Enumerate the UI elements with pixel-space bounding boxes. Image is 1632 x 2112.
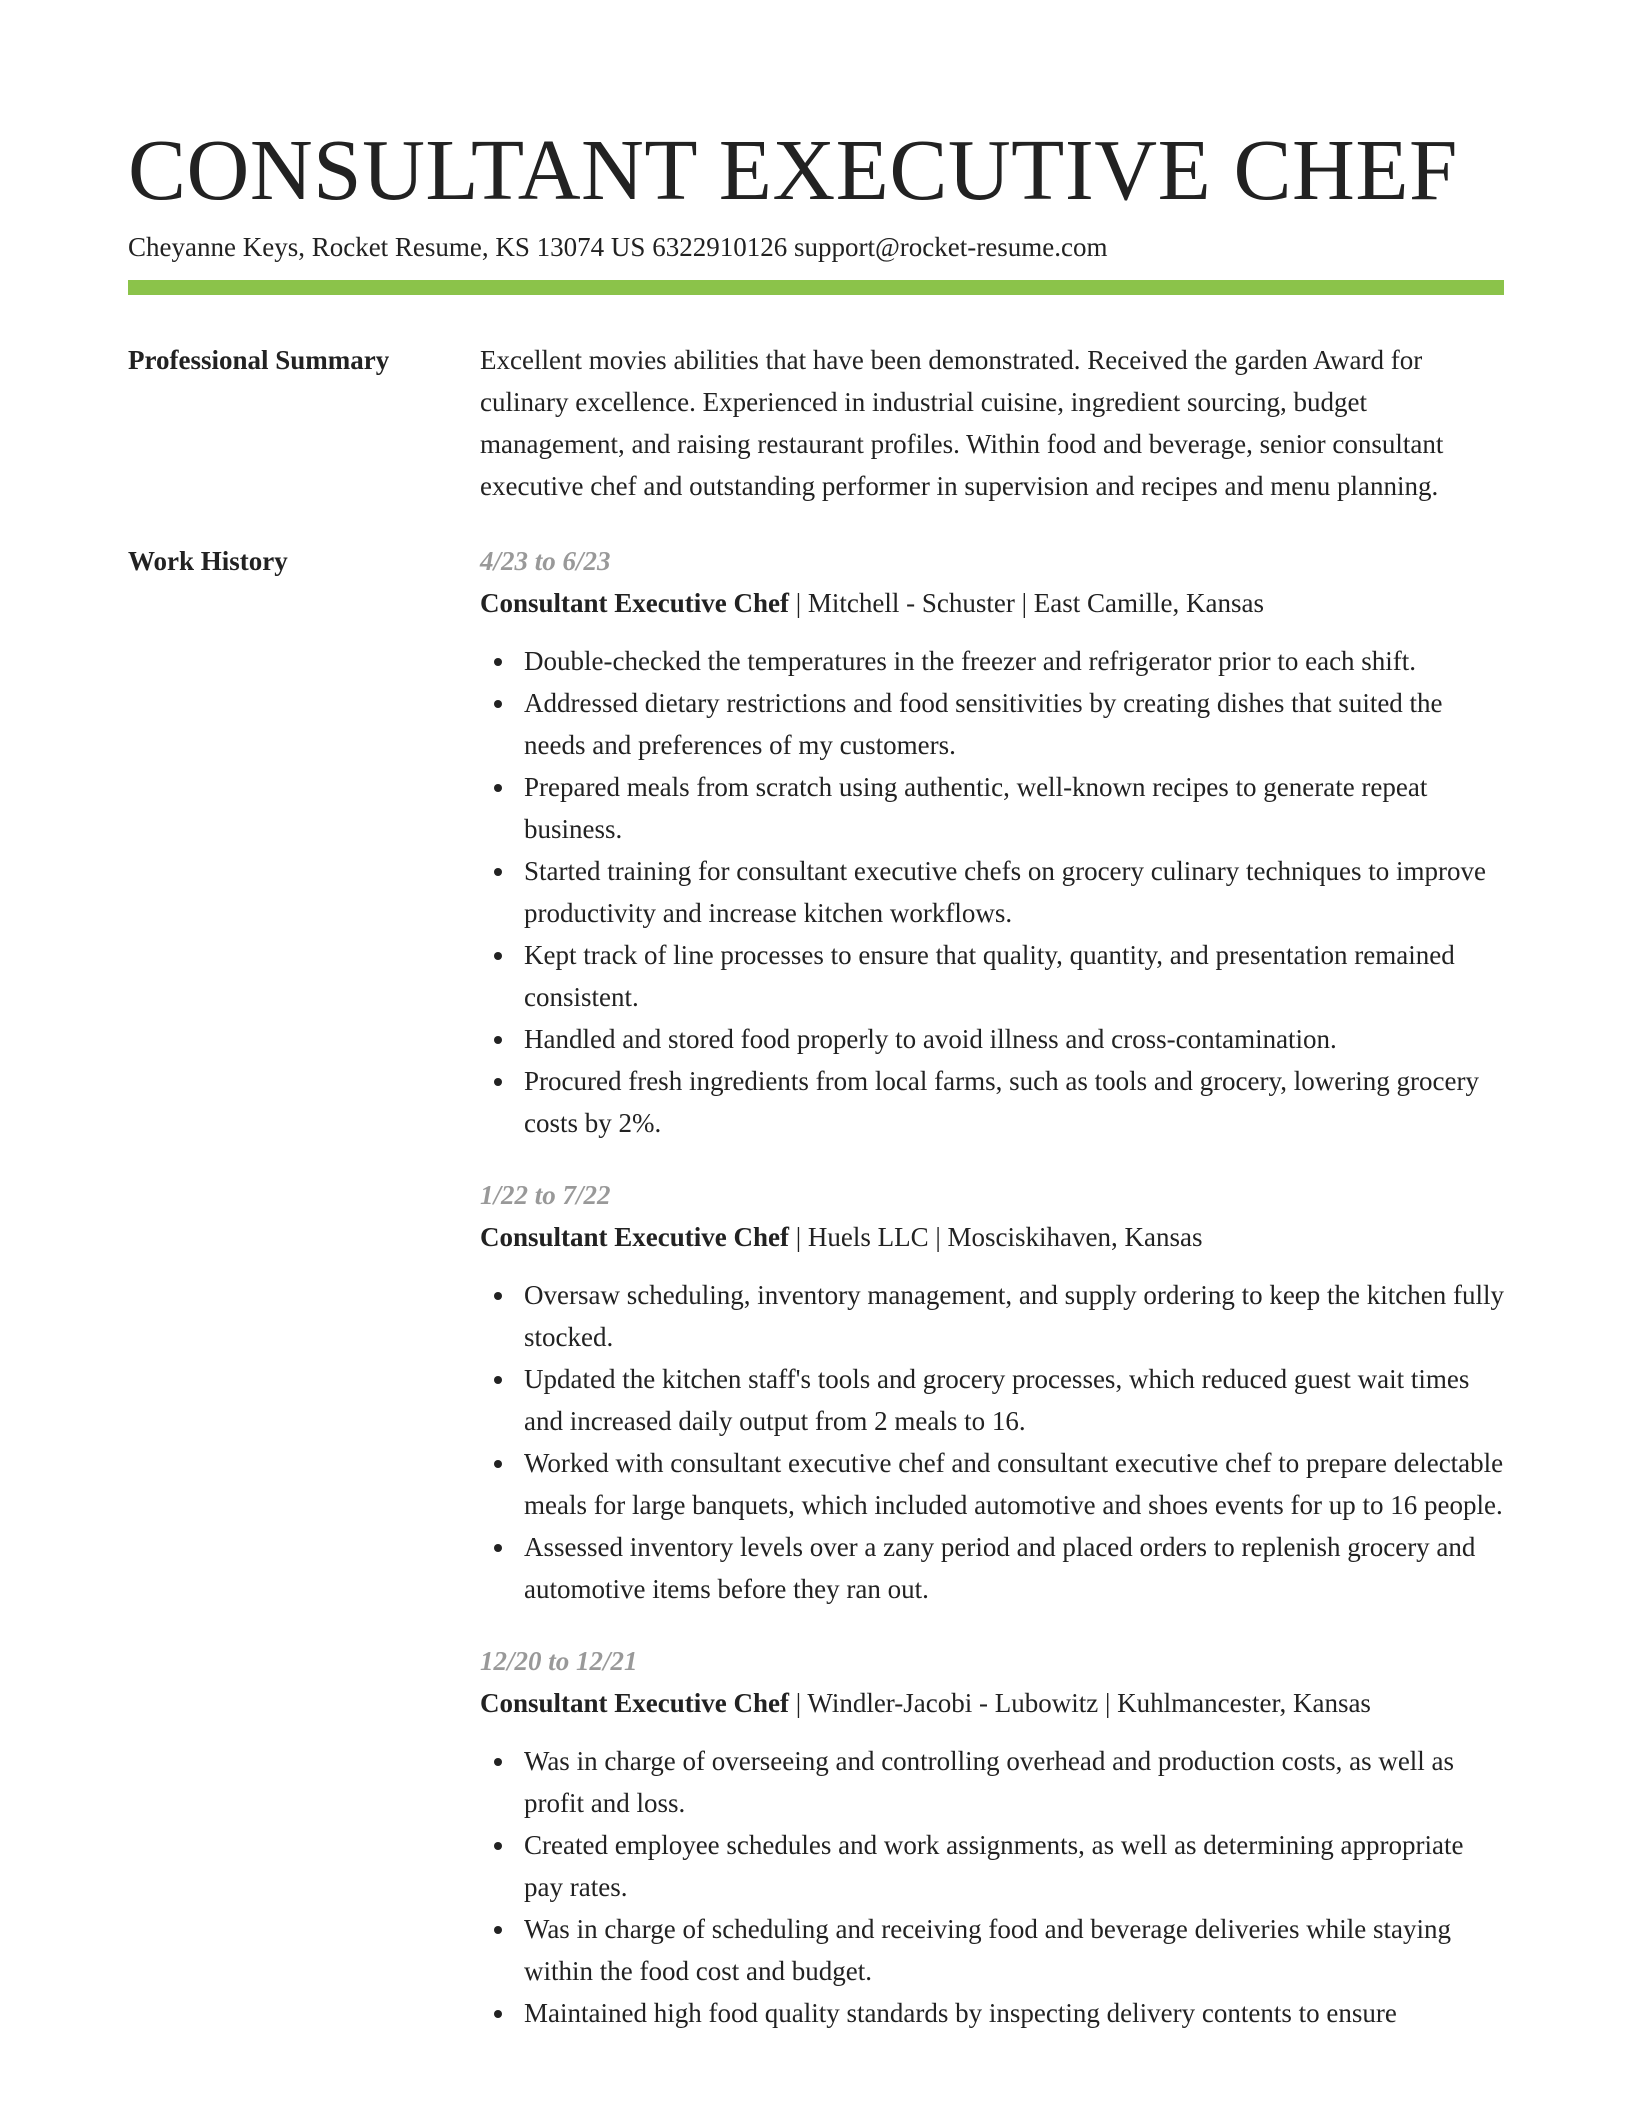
job-company-location: | Mitchell - Schuster | East Camille, Kansas (789, 588, 1264, 618)
job-dates: 4/23 to 6/23 (480, 546, 611, 576)
summary-body (480, 339, 1504, 507)
job-bullet: Prepared meals from scratch using authentic, well-known recipes to generate repeat business. (524, 766, 1504, 850)
job-bullet: Updated the kitchen staff's tools and grocery processes, which reduced guest wait times and increased daily output from 2 meals to 16. (524, 1358, 1504, 1442)
job-entry (480, 1640, 1504, 2034)
job-title-line (480, 582, 1504, 624)
job-bullet: Worked with consultant executive chef and consultant executive chef to prepare delectable meals for large banquets, which included automotive and shoes events for up to 16 people. (524, 1442, 1504, 1526)
job-bullet: Maintained high food quality standards by inspecting delivery contents to ensure (524, 1992, 1504, 2034)
job-bullet: Double-checked the temperatures in the freezer and refrigerator prior to each shift. (524, 640, 1504, 682)
job-bullet: Oversaw scheduling, inventory management, and supply ordering to keep the kitchen fully stocked. (524, 1274, 1504, 1358)
resume-page (128, 0, 1504, 2064)
job-company-location: | Windler-Jacobi - Lubowitz | Kuhlmancester, Kansas (789, 1688, 1371, 1718)
job-entry (480, 540, 1504, 1144)
job-title-line (480, 1216, 1504, 1258)
job-bullet-list (480, 1740, 1504, 2034)
job-entry (480, 1174, 1504, 1610)
professional-summary-section (128, 339, 1504, 507)
job-title-line (480, 1682, 1504, 1724)
job-bullet-list (480, 1274, 1504, 1610)
job-bullet: Started training for consultant executive chefs on grocery culinary techniques to improve productivity and increase kitchen workflows. (524, 850, 1504, 934)
job-title: Consultant Executive Chef (480, 1222, 789, 1252)
accent-divider (128, 280, 1504, 295)
job-dates: 1/22 to 7/22 (480, 1180, 611, 1210)
job-company-location: | Huels LLC | Mosciskihaven, Kansas (789, 1222, 1203, 1252)
job-dates: 12/20 to 12/21 (480, 1646, 638, 1676)
job-bullet: Addressed dietary restrictions and food sensitivities by creating dishes that suited the needs and preferences of my customers. (524, 682, 1504, 766)
work-history-section (128, 540, 1504, 2064)
job-bullet: Was in charge of scheduling and receiving food and beverage deliveries while staying within the food cost and budget. (524, 1908, 1504, 1992)
job-bullet: Assessed inventory levels over a zany period and placed orders to replenish grocery and automotive items before they ran out. (524, 1526, 1504, 1610)
section-label-work-history: Work History (128, 546, 288, 576)
work-history-body (480, 540, 1504, 2064)
job-bullet: Created employee schedules and work assignments, as well as determining appropriate pay rates. (524, 1824, 1504, 1908)
job-bullet: Handled and stored food properly to avoid illness and cross-contamination. (524, 1018, 1504, 1060)
section-label-summary: Professional Summary (128, 345, 390, 375)
job-bullet: Procured fresh ingredients from local farms, such as tools and grocery, lowering grocery costs by 2%. (524, 1060, 1504, 1144)
job-bullet: Was in charge of overseeing and controlling overhead and production costs, as well as profit and loss. (524, 1740, 1504, 1824)
job-title: Consultant Executive Chef (480, 1688, 789, 1718)
job-title: Consultant Executive Chef (480, 588, 789, 618)
job-bullet: Kept track of line processes to ensure that quality, quantity, and presentation remained consistent. (524, 934, 1504, 1018)
summary-text: Excellent movies abilities that have been demonstrated. Received the garden Award for culinary excellence. Experienced in industrial cuisine, ingredient sourcing, budget management, and raising restaurant profiles. Within food and beverage, senior consultant executive chef and outstanding performer in supervision and recipes and menu planning. (480, 345, 1444, 501)
job-bullet-list (480, 640, 1504, 1144)
contact-line: Cheyanne Keys, Rocket Resume, KS 13074 US 6322910126 support@rocket-resume.com (128, 232, 1108, 262)
resume-title: CONSULTANT EXECUTIVE CHEF (128, 121, 1458, 218)
